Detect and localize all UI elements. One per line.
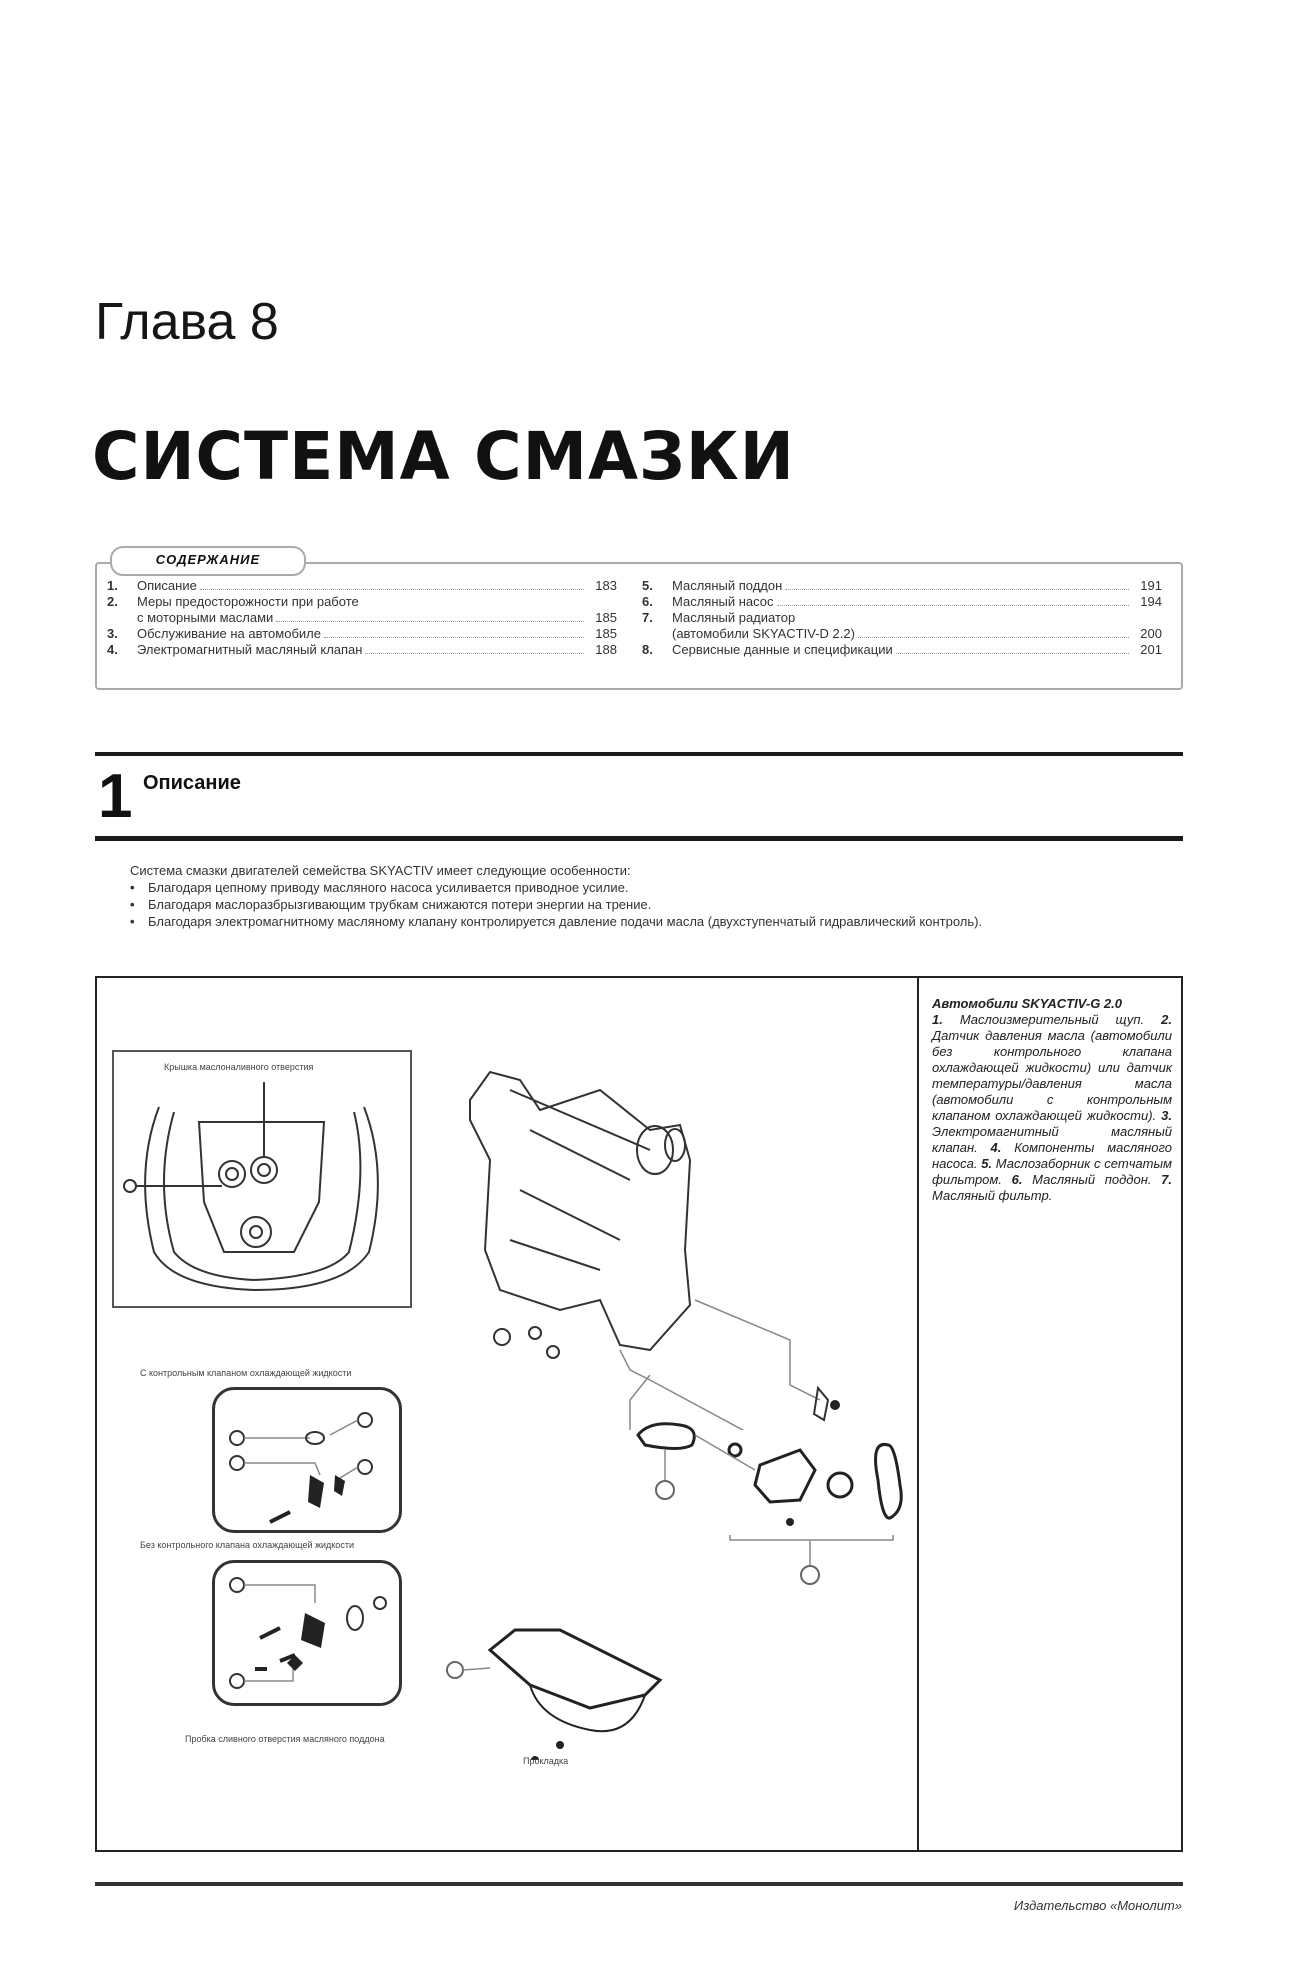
intro-paragraph: Система смазки двигателей семейства SKYACTIV имеет следующие особенности: <box>130 863 631 878</box>
legend-item: 6. Масляный поддон. <box>1011 1172 1152 1187</box>
section-number: 1 <box>98 762 133 831</box>
section-title: Описание <box>143 772 241 794</box>
cylinder-head-drawing <box>114 1052 410 1306</box>
engine-block-drawing <box>450 1050 910 1430</box>
bullet-item: • Благодаря маслоразбрызгивающим трубкам снижаются потери энергии на трение. <box>95 896 1183 913</box>
section-rule-top <box>95 752 1183 756</box>
caption-oil-filler-cap: Крышка маслоналивного отверстия <box>164 1062 314 1072</box>
legend-item: 5. Маслозаборник с сетчатым фильтром. <box>932 1156 1172 1187</box>
toc-entry[interactable]: 8. Сервисные данные и спецификации 201 <box>642 642 1162 657</box>
toc-entry[interactable]: 1. Описание 183 <box>107 578 617 593</box>
toc-entry-continued[interactable]: (автомобили SKYACTIV-D 2.2) 200 <box>672 626 1162 641</box>
valve-parts-drawing-alt <box>215 1563 399 1703</box>
toc-entry[interactable]: 5. Масляный поддон 191 <box>642 578 1162 593</box>
toc-entry[interactable]: 3. Обслуживание на автомобиле 185 <box>107 626 617 641</box>
caption-gasket: Прокладка <box>523 1756 569 1766</box>
inset-with-valve <box>212 1387 402 1533</box>
toc-entry-continued[interactable]: с моторными маслами 185 <box>137 610 617 625</box>
figure-divider <box>917 976 919 1852</box>
caption-drain-plug: Пробка сливного отверстия масляного поддона <box>185 1734 385 1744</box>
toc-entry[interactable]: 6. Масляный насос 194 <box>642 594 1162 609</box>
oil-pump-drawing <box>620 1390 910 1610</box>
bullet-item: • Благодаря цепному приводу масляного насоса усиливается приводное усилие. <box>95 879 1183 896</box>
inset-without-valve <box>212 1560 402 1706</box>
legend-item: 4. Компоненты масляного насоса. <box>932 1140 1172 1171</box>
toc-column-right <box>642 578 1162 658</box>
toc-heading: СОДЕРЖАНИЕ <box>110 546 306 576</box>
legend-item: 7. Масляный фильтр. <box>932 1172 1172 1203</box>
valve-parts-drawing <box>215 1390 399 1530</box>
chapter-label: Глава 8 <box>95 293 279 351</box>
caption-without-valve: Без контрольного клапана охлаждающей жидкости <box>140 1540 354 1550</box>
section-rule-bottom <box>95 836 1183 841</box>
toc-entry[interactable]: 2. Меры предосторожности при работе <box>107 594 359 609</box>
chapter-title: СИСТЕМА СМАЗКИ <box>92 418 795 495</box>
caption-with-valve: С контрольным клапаном охлаждающей жидкости <box>140 1368 352 1378</box>
oil-pan-drawing <box>440 1590 700 1760</box>
bullet-item: • Благодаря электромагнитному масляному клапану контролируется давление подачи масла (двухступенчатый гидравлический контроль). <box>95 913 1183 930</box>
toc-column-left <box>107 578 617 658</box>
legend-title: Автомобили SKYACTIV-G 2.0 <box>932 996 1122 1011</box>
publisher-credit: Издательство «Монолит» <box>1013 1898 1182 1913</box>
figure-legend <box>932 996 1172 1204</box>
legend-item: 1. Маслоизмерительный щуп. <box>932 1012 1145 1027</box>
section-intro <box>95 862 1183 930</box>
table-of-contents <box>95 562 1183 690</box>
footer-rule <box>95 1882 1183 1886</box>
inset-cylinder-head-view <box>112 1050 412 1308</box>
toc-entry[interactable]: 7. Масляный радиатор <box>642 610 796 625</box>
legend-item: 2. Датчик давления масла (автомобили без контрольного клапана охлаждающей жидкости) или датчик температуры/давления масла (автомобили с контрольным клапаном охлаждающей жидкости). <box>932 1012 1172 1123</box>
toc-entry[interactable]: 4. Электромагнитный масляный клапан 188 <box>107 642 617 657</box>
legend-item: 3. Электромагнитный масляный клапан. <box>932 1108 1172 1155</box>
